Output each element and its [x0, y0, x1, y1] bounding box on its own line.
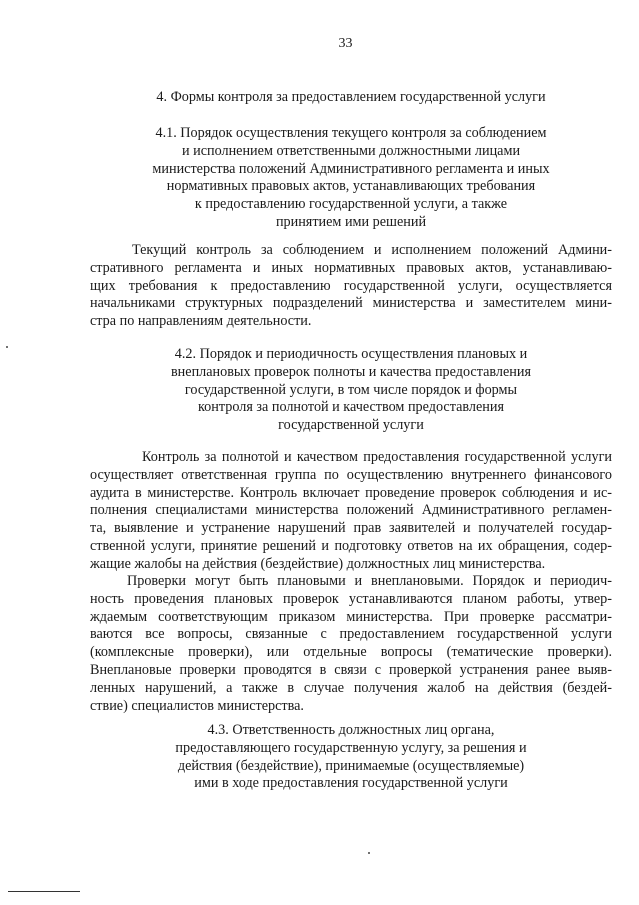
paragraph-line: ность проведения плановых проверок устанавливаются планом работы, утвер-	[90, 590, 612, 607]
paragraph-line: (комплексные проверки), или отдельные вопросы (тематические проверки).	[90, 644, 612, 661]
paragraph-line: аудита в министерстве. Контроль включает проведение проверок соблюдения и ис-	[90, 484, 612, 501]
paragraph-line: Текущий контроль за соблюдением и исполнением положений Админи-	[132, 242, 612, 258]
paragraph-line: ственной услуги, принятие решений и подготовку ответов на их обращения, содер-	[90, 537, 612, 554]
paragraph-line: жащие жалобы на действия (бездействие) должностных лиц министерства.	[90, 555, 546, 572]
paragraph-line: щих требования к предоставлению государственной услуги, осуществляется	[90, 277, 612, 294]
paragraph-line: стративного регламента и иных нормативных правовых актов, устанавливаю-	[90, 259, 612, 276]
paragraph-line: Проверки могут быть плановыми и внеплановыми. Порядок и периодич-	[127, 573, 612, 589]
heading-line: 4.1. Порядок осуществления текущего контроля за соблюдением	[155, 125, 547, 141]
section-4-3-heading	[90, 722, 612, 793]
heading-line: министерства положений Административного регламента и иных	[152, 160, 550, 177]
scan-speck	[368, 852, 370, 854]
section-4-2-paragraph-1	[90, 449, 612, 574]
heading-line: действия (бездействие), принимаемые (осуществляемые)	[177, 757, 525, 774]
heading-line: нормативных правовых актов, устанавливающих требования	[166, 178, 536, 195]
section-4-title	[90, 89, 612, 107]
section-4-1-paragraph	[90, 242, 612, 331]
heading-line: ими в ходе предоставления государственной услуги	[194, 775, 508, 792]
section-4-2-heading	[90, 346, 612, 435]
paragraph-line: осуществляет ответственная группа по осуществлению внутреннего финансового	[90, 466, 612, 483]
heading-line: государственной услуги, в том числе порядок и формы	[184, 381, 518, 398]
heading-line: принятием ими решений	[275, 213, 427, 230]
heading-line: 4.2. Порядок и периодичность осуществления плановых и	[174, 346, 528, 362]
paragraph-line: начальниками структурных подразделений министерства и заместителем мини-	[90, 295, 612, 312]
heading-line: предоставляющего государственную услугу, за решения и	[175, 739, 527, 756]
paragraph-line: стра по направлениям деятельности.	[90, 313, 312, 330]
heading-line: государственной услуги	[278, 417, 424, 434]
footnote-rule	[8, 891, 80, 892]
paragraph-line: ждаемым соответствующим приказом министерства. При проверке рассматри-	[90, 608, 612, 625]
heading-line: к предоставлению государственной услуги, а также	[194, 196, 508, 213]
heading-line: внеплановых проверок полноты и качества предоставления	[170, 363, 531, 380]
paragraph-line: та, выявление и устранение нарушений прав заявителей и получателей государ-	[90, 520, 612, 537]
paragraph-line: Контроль за полнотой и качеством предоставления государственной услуги	[142, 449, 612, 465]
section-4-2-paragraph-2	[90, 573, 612, 715]
heading-line: контроля за полнотой и качеством предоставления	[198, 399, 504, 416]
paragraph-line: ствие) специалистов министерства.	[90, 697, 304, 714]
page-number: 33	[338, 36, 353, 51]
paragraph-line: ленных нарушений, а также в случае получения жалоб на действия (бездей-	[90, 679, 612, 696]
paragraph-line: ваются все вопросы, связанные с предоставлением государственной услуги	[90, 626, 612, 643]
heading-line: 4.3. Ответственность должностных лиц органа,	[207, 722, 495, 738]
heading-line: 4. Формы контроля за предоставлением государственной услуги	[156, 89, 546, 105]
heading-line: и исполнением ответственными должностными лицами	[181, 142, 521, 159]
section-4-1-heading	[90, 125, 612, 232]
paragraph-line: Внеплановые проверки проводятся в связи с проверкой устранения ранее выяв-	[90, 661, 612, 678]
scan-speck	[6, 346, 8, 348]
paragraph-line: полнения специалистами министерства положений Административного регламен-	[90, 502, 612, 519]
